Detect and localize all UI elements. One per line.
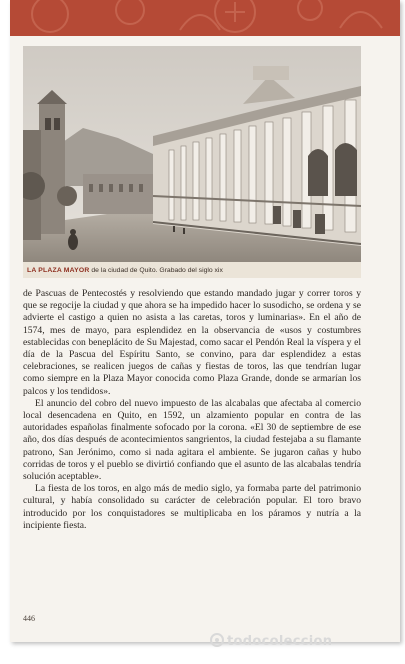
watermark — [210, 633, 332, 649]
paragraph-2: El anuncio del cobro del nuevo impuesto de las alcabalas que afectaba al comercio local desencadena en Quito, en 1592, un alzamiento popular en contra de las autoridades españolas finalmente sofocado por la corona. «El 30 de septiembre de ese año, dos días después de acontecimientos sangrientos, la ciudad festejaba a su flamante patrono, San Jerónimo, como si nada agitara el ambiente. Se jugaron cañas y hubo corridas de toros y el pueblo se divirtió confiando que el asunto de las alcabalas tendría solución aceptable». — [23, 397, 361, 483]
engraving-figure — [23, 46, 361, 278]
decorative-header-band — [10, 0, 400, 36]
caption-text: de la ciudad de Quito. Grabado del siglo xix — [89, 267, 223, 274]
book-page — [10, 0, 400, 642]
todocoleccion-logo-icon — [210, 633, 224, 647]
caption-title: LA PLAZA MAYOR — [27, 267, 90, 274]
paragraph-1: de Pascuas de Pentecostés y resolviendo que estando mandado jugar y correr toros y que se regocije la ciudad y que ahora se ha impedido hacer lo susodicho, se ordena y se advierte el castigo a quien no asista a las caretas, toros y luminarias». En el año de 1574, mes de mayo, para esplendidez en la observancia de «usos y costumbres establecidas con beneplácito de Su Majestad, como sacar el Pendón Real la víspera y el día de la Pascua del Espíritu Santo, se convino, para dar esplendidez a estas celebraciones, se realicen juegos de cañas y fiestas de toros, las que tendrían lugar como siempre en la Plaza Mayor conocida como Plaza Grande, donde se armarían los palcos y los tendidos». — [23, 288, 361, 397]
paragraph-3: La fiesta de los toros, en algo más de medio siglo, ya formaba parte del patrimonio cultural, y había consolidado su carácter de celebración popular. El toro bravo introducido por los conquistadores se multiplicaba en los páramos y nutría a la incipiente fiesta. — [23, 483, 361, 531]
page-number: 446 — [23, 614, 35, 623]
article-body — [23, 288, 361, 532]
plaza-mayor-engraving — [23, 46, 361, 262]
ornament-pattern — [10, 0, 400, 36]
figure-caption — [27, 265, 361, 277]
watermark-text: todocoleccion — [227, 634, 333, 649]
engraving-illustration — [23, 46, 361, 262]
